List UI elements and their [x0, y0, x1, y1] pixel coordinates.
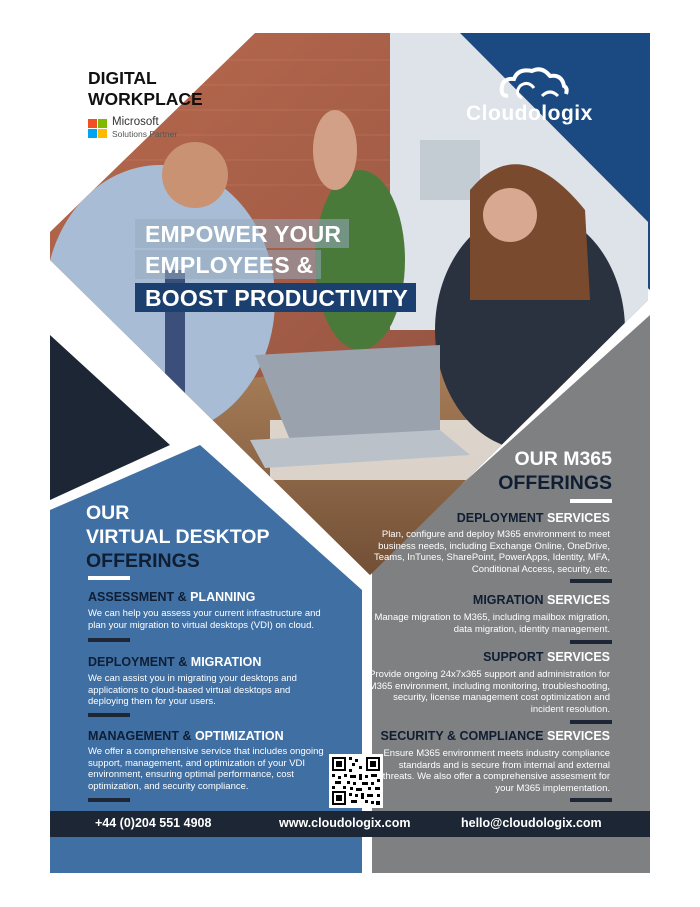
phone-number-link[interactable]: +44 (0)204 551 4908 [95, 816, 212, 830]
vdi-item-3-divider [88, 798, 130, 802]
headline-line-2: EMPLOYEES & [135, 250, 321, 279]
vdi-item-3-title-a: MANAGEMENT & [88, 729, 195, 743]
m365-item-2-text: Manage migration to M365, including mailbox migration, data migration, identity management. [374, 612, 610, 635]
vdi-item-3-title [88, 729, 284, 743]
vdi-item-3-text: We offer a comprehensive service that includes ongoing support, management, and optimization of your VDI environment, ensuring optimal performance, cost optimization, and security compliance. [88, 746, 324, 792]
vdi-section-title [86, 501, 269, 573]
vdi-item-2-title-b: MIGRATION [190, 655, 262, 669]
vdi-item-1-title [88, 590, 255, 604]
microsoft-label: Microsoft [112, 116, 159, 128]
m365-item-1-title [457, 511, 610, 525]
m365-item-4-title-b: SERVICES [547, 729, 610, 743]
m365-item-4-divider [570, 798, 612, 802]
brand-name: Cloudologix [466, 102, 593, 125]
email-link[interactable]: hello@cloudologix.com [461, 816, 602, 830]
m365-item-3-title-a: SUPPORT [483, 650, 547, 664]
vdi-title-line-3: OFFERINGS [86, 550, 200, 572]
vdi-item-2-title-a: DEPLOYMENT & [88, 655, 191, 669]
m365-title-divider [570, 499, 612, 503]
m365-item-2-title [473, 593, 610, 607]
workplace-label: WORKPLACE [88, 89, 203, 109]
vdi-title-line-2: VIRTUAL DESKTOP [86, 526, 270, 548]
solutions-partner-label: Solutions Partner [112, 129, 178, 139]
headline-line-3: BOOST PRODUCTIVITY [135, 283, 416, 312]
vdi-item-1-divider [88, 638, 130, 642]
vdi-title-divider [88, 576, 130, 580]
m365-item-3-divider [570, 720, 612, 724]
m365-item-1-divider [570, 579, 612, 583]
m365-item-3-title [483, 650, 610, 664]
microsoft-partner-text [112, 116, 177, 140]
vdi-item-2-text: We can assist you in migrating your desktops and applications to cloud-based virtual desktops and deploying them for your users. [88, 673, 297, 707]
m365-item-2-title-b: SERVICES [547, 593, 610, 607]
m365-item-4-text: Ensure M365 environment meets industry compliance standards and is secure from internal and external threats. We also offer a comprehensive assesment for your M365 implementation. [382, 748, 610, 794]
m365-item-4-title [381, 729, 610, 743]
m365-section-title [498, 447, 612, 495]
vdi-item-3-title-b: OPTIMIZATION [194, 729, 284, 743]
m365-item-1-text: Plan, configure and deploy M365 environment to meet business needs, including Exchange Online, OneDrive, Teams, InTunes, SharePoint, PowerApps, Identity, MFA, Conditional Access, security, etc. [373, 529, 610, 575]
digital-label: DIGITAL [88, 68, 157, 88]
m365-title-line-1: OUR M365 [514, 448, 612, 470]
vdi-item-2-divider [88, 713, 130, 717]
qr-code-icon[interactable] [329, 754, 383, 808]
m365-item-3-title-b: SERVICES [547, 650, 610, 664]
website-link[interactable]: www.cloudologix.com [279, 816, 411, 830]
headline-line-1: EMPOWER YOUR [135, 219, 349, 248]
digital-workplace-title [88, 68, 203, 110]
vdi-item-2-title [88, 655, 261, 669]
m365-item-4-title-a: SECURITY & COMPLIANCE [380, 729, 547, 743]
m365-item-1-title-b: SERVICES [547, 511, 610, 525]
m365-title-line-2: OFFERINGS [498, 472, 612, 494]
vdi-item-1-title-a: ASSESSMENT & [88, 590, 191, 604]
m365-item-2-divider [570, 640, 612, 644]
cloudologix-logo-icon [498, 66, 578, 104]
vdi-title-line-1: OUR [86, 502, 130, 524]
vdi-item-1-text: We can help you assess your current infrastructure and plan your migration to virtual desktops (VDI) on cloud. [88, 608, 321, 631]
vdi-item-1-title-b: PLANNING [190, 590, 256, 604]
m365-item-2-title-a: MIGRATION [472, 593, 547, 607]
m365-item-1-title-a: DEPLOYMENT [456, 511, 547, 525]
microsoft-logo-icon [88, 119, 107, 138]
m365-item-3-text: Provide ongoing 24x7x365 support and administration for M365 environment, including monitoring, troubleshooting, security, license management cost optimization and incident resolution. [368, 669, 610, 715]
